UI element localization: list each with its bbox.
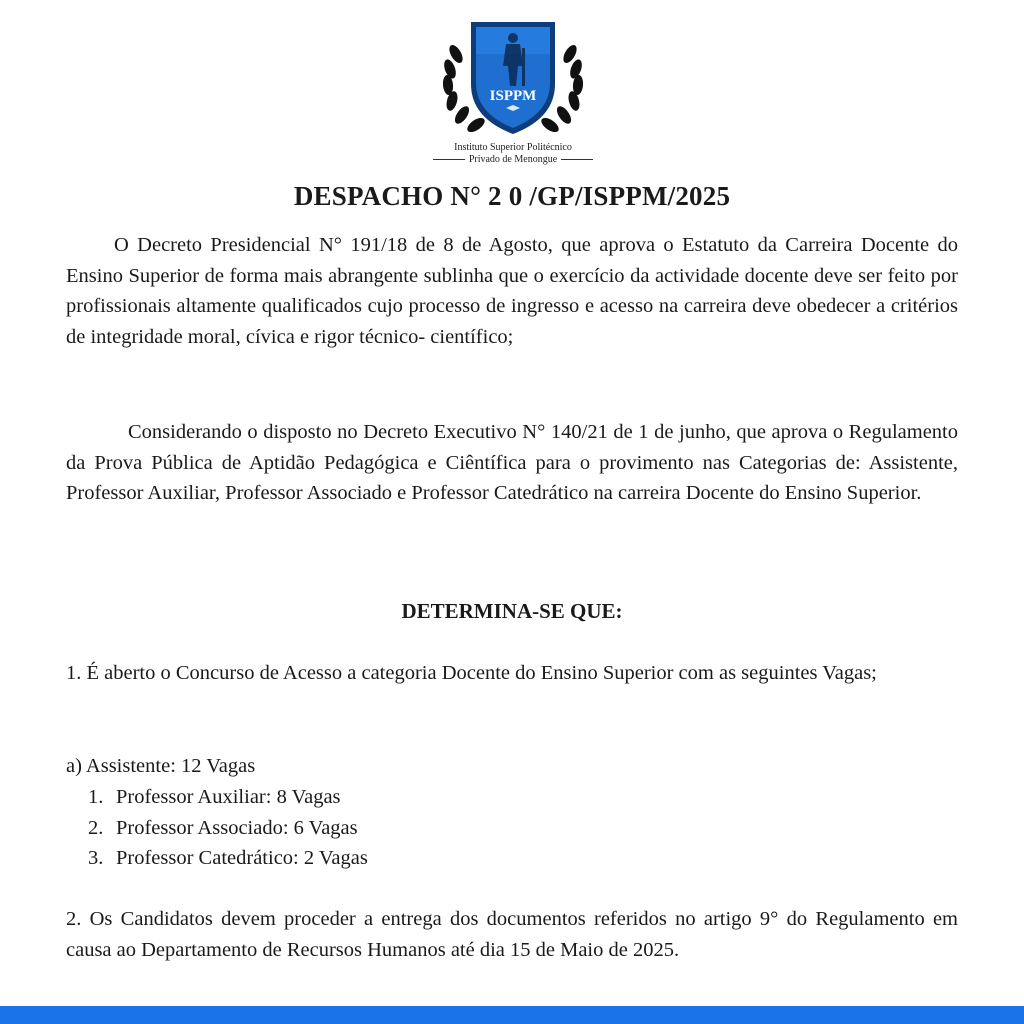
list-item-text: Professor Catedrático: 2 Vagas xyxy=(116,847,368,869)
list-item-text: Professor Auxiliar: 8 Vagas xyxy=(116,786,341,808)
list-item-number: 3. xyxy=(88,847,104,869)
item-1-concurso: 1. É aberto o Concurso de Acesso a categoria Docente do Ensino Superior com as seguintes Vagas; xyxy=(66,662,877,684)
list-item xyxy=(88,813,368,844)
vacancies-assistente: a) Assistente: 12 Vagas xyxy=(66,755,256,777)
shield-emblem-icon xyxy=(426,14,600,144)
svg-text:ISPPM: ISPPM xyxy=(489,88,537,104)
list-item-number: 1. xyxy=(88,786,104,808)
logo-institution-line1: Instituto Superior Politécnico xyxy=(454,142,572,153)
logo-institution-line2 xyxy=(426,154,600,165)
section-heading-determina: DETERMINA-SE QUE: xyxy=(401,599,623,623)
institution-logo xyxy=(426,14,600,166)
logo-rule-left xyxy=(433,159,465,160)
item-2-documentos: 2. Os Candidatos devem proceder a entrega dos documentos referidos no artigo 9° do Regulamento em causa ao Departamento de Recursos Humanos até dia 15 de Maio de 2025. xyxy=(66,908,958,961)
logo-line2-text: Privado de Menongue xyxy=(468,154,558,165)
document-title: DESPACHO N° 2 0 /GP/ISPPM/2025 xyxy=(293,181,731,211)
list-item xyxy=(88,843,368,874)
paragraph-decree-presidential: O Decreto Presidencial N° 191/18 de 8 de Agosto, que aprova o Estatuto da Carreira Docente do Ensino Superior de forma mais abrangente sublinha que o exercício da actividade docente deve ser feito por profissionais altamente qualificados cujo processo de ingresso e acesso na carreira deve obedecer a critérios de integridade moral, cívica e rigor técnico- científico; xyxy=(66,234,958,348)
logo-rule-right xyxy=(561,159,593,160)
bottom-accent-bar xyxy=(0,1006,1024,1024)
paragraph-considering: Considerando o disposto no Decreto Executivo N° 140/21 de 1 de junho, que aprova o Regulamento da Prova Pública de Aptidão Pedagógica e Ciêntífica para o provimento nas Categorias de: Assistente, Professor Auxiliar, Professor Associado e Professor Catedrático na carreira Docente do Ensino Superior. xyxy=(66,421,958,504)
list-item-number: 2. xyxy=(88,816,104,839)
list-item-text: Professor Associado: 6 Vagas xyxy=(116,816,358,839)
list-item xyxy=(88,782,368,813)
vacancies-list xyxy=(88,782,368,874)
